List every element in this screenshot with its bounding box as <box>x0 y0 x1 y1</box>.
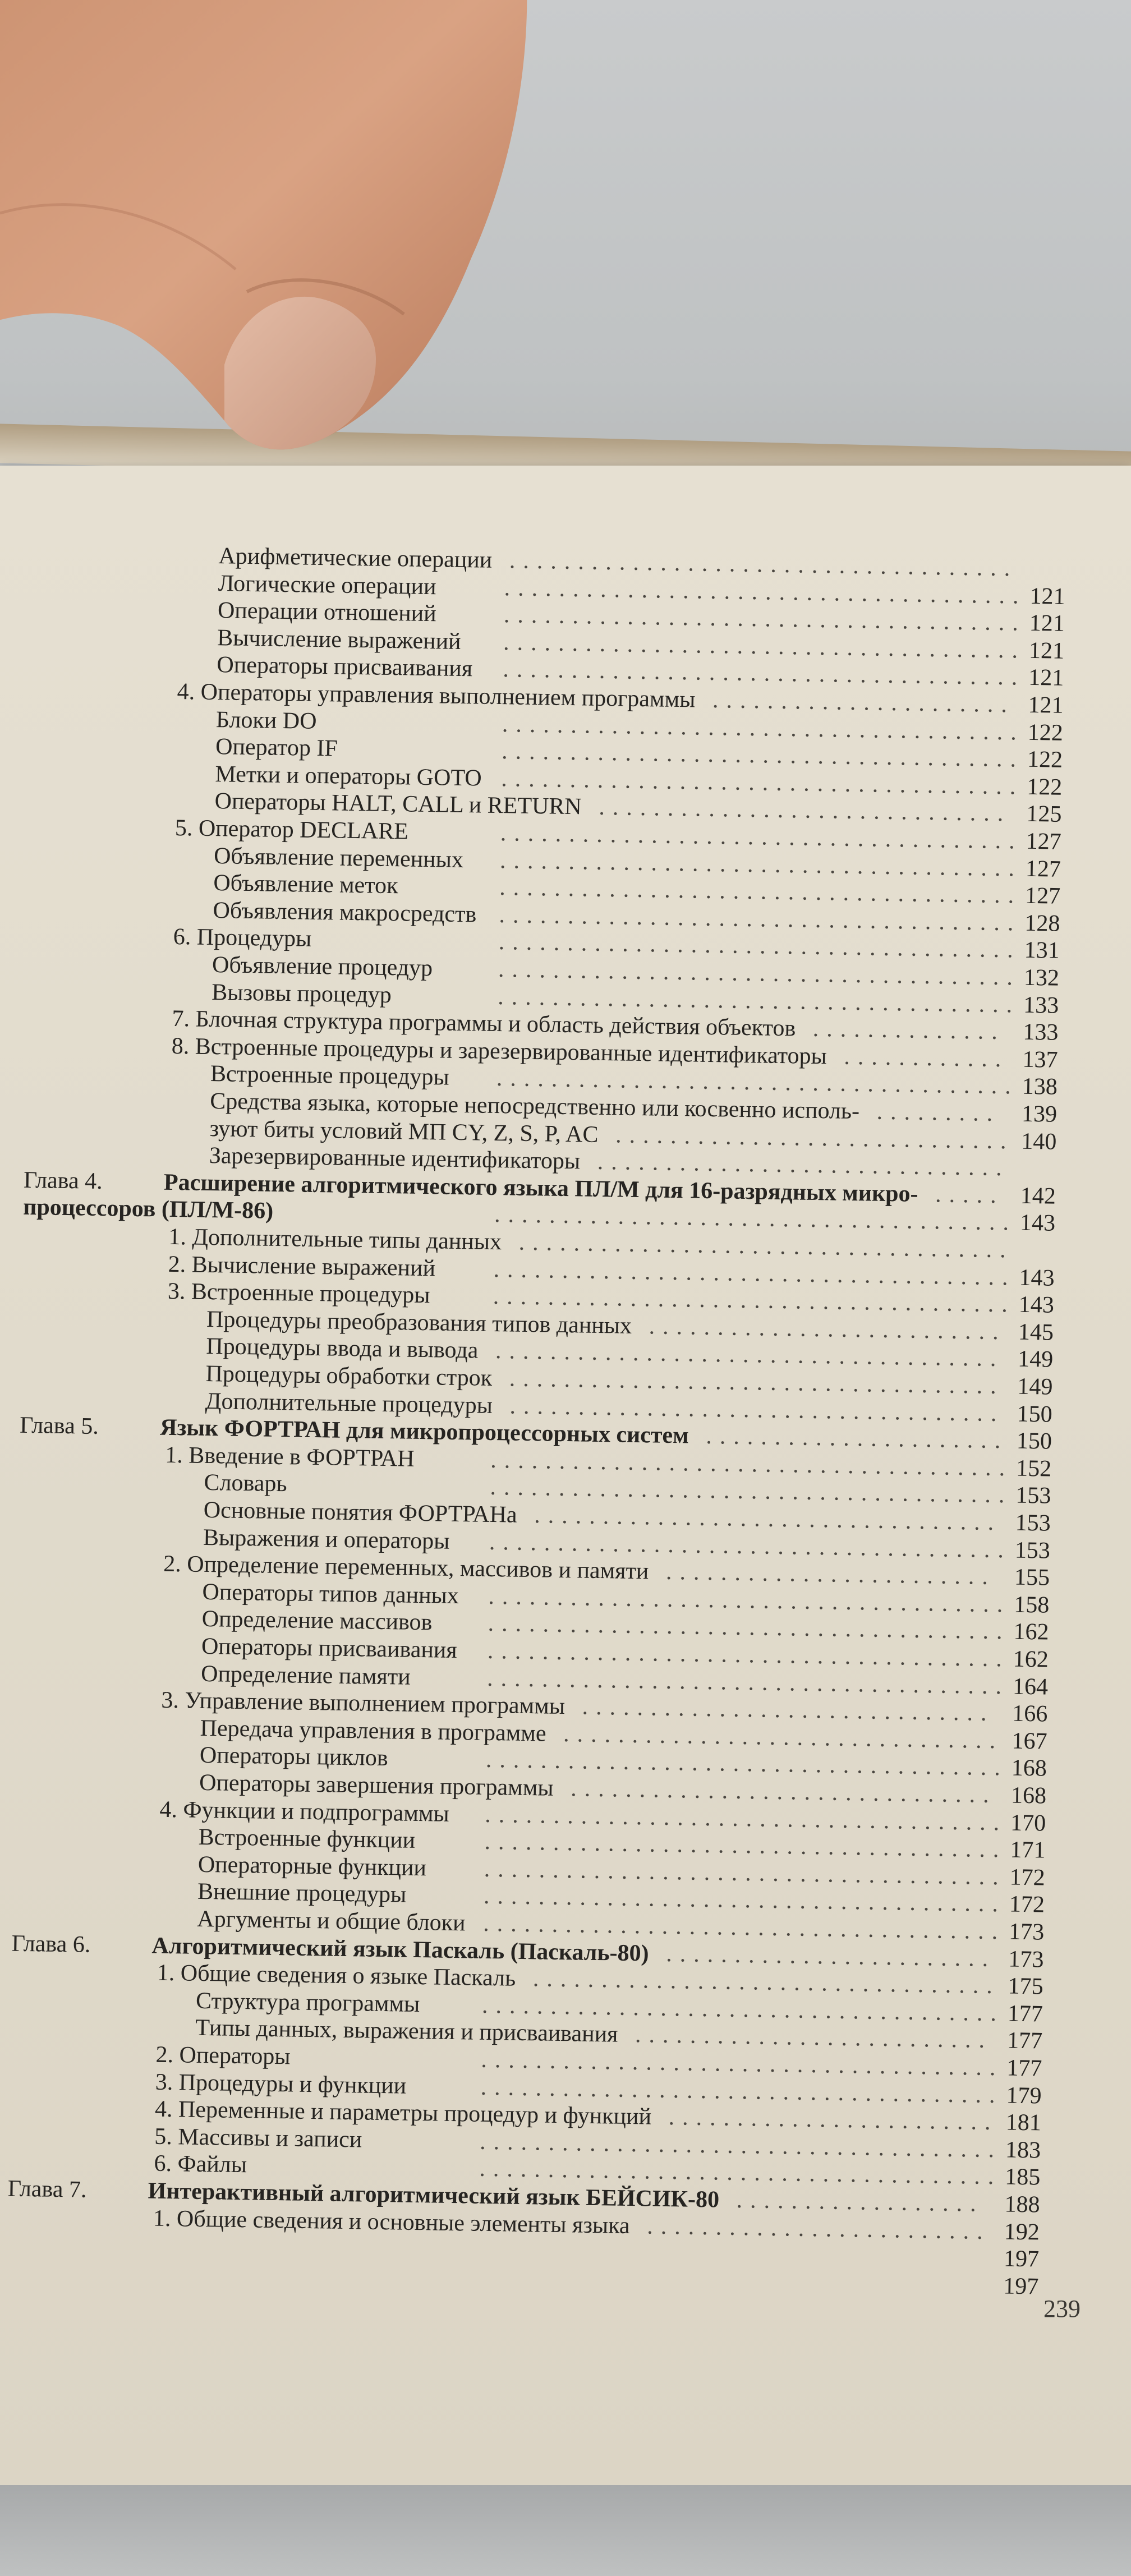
toc-leader-dots: ..................................... <box>509 548 1018 582</box>
book-page <box>0 466 1131 2485</box>
toc-entry-title: Объявление процедур <box>212 952 433 982</box>
toc-leader-dots: ...................................... <box>503 656 1026 691</box>
toc-page-number: 197 <box>1003 2246 1040 2273</box>
toc-page-number: 172 <box>1009 1864 1046 1891</box>
toc-chapter-prefix: Глава 4. <box>23 1167 103 1194</box>
toc-entry-title: Операторы завершения программы <box>199 1769 554 1801</box>
toc-entry-title: 4. Переменные и параметры процедур и функций <box>154 2096 652 2130</box>
toc-page-number: 175 <box>1008 1973 1044 2000</box>
toc-leader-dots: ...................................... <box>483 1883 1006 1917</box>
toc-leader-dots: ...................... <box>706 1423 1009 1454</box>
toc-page-number: 121 <box>1028 665 1064 692</box>
toc-entry-title: Словарь <box>204 1470 287 1497</box>
toc-entry-title: 4. Операторы управления выполнением программы <box>177 678 696 713</box>
toc-leader-dots: .......................... <box>649 1313 1007 1345</box>
toc-entry-title: Определение памяти <box>200 1660 411 1690</box>
toc-entry-title: 8. Встроенные процедуры и зарезервированные идентификаторы <box>171 1033 827 1070</box>
toc-chapter-prefix: Глава 6. <box>11 1930 91 1958</box>
toc-entry-title: Логические операции <box>218 570 436 600</box>
toc-page-number <box>1012 1154 1056 1155</box>
toc-page-number: 143 <box>1019 1210 1056 1237</box>
toc-page-number: 127 <box>1025 855 1061 882</box>
toc-entry-title: Операторы типов данных <box>202 1579 459 1609</box>
toc-leader-dots: ...................................... <box>481 2046 1004 2081</box>
toc-page-number: 170 <box>1010 1810 1046 1837</box>
toc-page-number: 131 <box>1024 937 1060 964</box>
toc-leader-dots: ........................ <box>665 1559 996 1590</box>
toc-page-number: 133 <box>1023 992 1059 1019</box>
toc-leader-dots: ..................................... <box>495 1338 1004 1372</box>
toc-entry-title: Операции отношений <box>217 597 437 627</box>
toc-leader-dots: ......... <box>876 1098 1001 1127</box>
toc-entry-title: Зарезервированные идентификаторы <box>209 1143 581 1175</box>
toc-leader-dots: ...................................... <box>489 1529 1012 1563</box>
toc-entry-title: 1. Общие сведения о языке Паскаль <box>157 1959 516 1991</box>
toc-entry-title: Метки и операторы GOTO <box>215 761 482 792</box>
toc-page-number: 166 <box>1012 1700 1048 1727</box>
toc-page-number: 192 <box>1004 2219 1040 2246</box>
toc-entry-title: Интерактивный алгоритмический язык БЕЙСИК-80 <box>148 2178 720 2213</box>
toc-page-number: 122 <box>1026 774 1063 801</box>
toc-leader-dots: ............................. <box>615 1121 1014 1154</box>
toc-page-number: 173 <box>1008 1946 1044 1973</box>
toc-page-number: 127 <box>1024 882 1061 909</box>
toc-leader-dots: ...................................... <box>488 1611 1010 1645</box>
toc-entry-title: 3. Процедуры и функции <box>155 2069 407 2099</box>
toc-page-number: 162 <box>1013 1646 1049 1673</box>
toc-leader-dots: ...................................... <box>500 820 1023 854</box>
toc-leader-dots: .............................. <box>597 1149 1010 1181</box>
toc-chapter-prefix: Глава 7. <box>7 2175 87 2203</box>
toc-page-number: 132 <box>1023 964 1060 991</box>
toc-leader-dots: ...................................... <box>493 1256 1016 1291</box>
toc-leader-dots: ...................................... <box>479 2128 1003 2163</box>
toc-entry-title: Операторы циклов <box>199 1742 388 1772</box>
toc-entry-title: Расширение алгоритмического языка ПЛ/М для 16-разрядных микро- <box>163 1169 918 1207</box>
toc-entry-title: Встроенные процедуры <box>210 1061 449 1091</box>
toc-leader-dots: ......................... <box>646 2213 991 2244</box>
toc-entry-title: 3. Управление выполнением программы <box>161 1687 566 1720</box>
toc-entry-title: Процедуры ввода и вывода <box>206 1333 479 1364</box>
toc-entry-title: 3. Встроенные процедуры <box>167 1278 430 1309</box>
toc-leader-dots: ...................................... <box>497 983 1020 1018</box>
toc-page-number: 143 <box>1018 1291 1055 1318</box>
toc-leader-dots: ...................................... <box>499 901 1022 936</box>
toc-page-number: 149 <box>1017 1346 1054 1373</box>
toc-leader-dots: ...................................... <box>490 1447 1013 1482</box>
toc-entry-title: зуют биты условий МП CY, Z, S, P, AC <box>209 1115 599 1148</box>
toc-entry-title: 5. Массивы и записи <box>154 2123 362 2153</box>
toc-page-number: 172 <box>1009 1891 1045 1918</box>
toc-leader-dots: .................................... <box>509 1365 1005 1400</box>
toc-entry-title: Алгоритмический язык Паскаль (Паскаль-80) <box>151 1933 649 1967</box>
toc-leader-dots: ...................................... <box>484 1829 1007 1863</box>
toc-entry-title: Определение массивов <box>201 1606 433 1636</box>
toc-entry-title: Встроенные функции <box>198 1824 416 1854</box>
toc-leader-dots: ...................................... <box>503 629 1026 664</box>
toc-page-number: 150 <box>1016 1428 1052 1455</box>
toc-page-number: 121 <box>1028 637 1065 664</box>
toc-leader-dots: ...................................... <box>487 1637 1010 1672</box>
toc-page-number: 137 <box>1022 1046 1058 1073</box>
toc-leader-dots: ...................................... <box>501 765 1024 800</box>
toc-page-number: 188 <box>1004 2191 1040 2218</box>
toc-entry-title: 2. Операторы <box>155 2041 291 2070</box>
toc-leader-dots: ...................................... <box>482 1910 1006 1945</box>
toc-leader-dots: ............ <box>844 1043 1009 1073</box>
table-of-contents <box>0 539 1131 2463</box>
toc-leader-dots: .............................. <box>599 794 1012 827</box>
toc-entry-title: 1. Введение в ФОРТРАН <box>165 1442 415 1472</box>
toc-entry-title: Аргументы и общие блоки <box>197 1906 466 1936</box>
toc-entry-title: Объявление переменных <box>213 843 464 873</box>
toc-entry-title: Передача управления в программе <box>200 1715 546 1747</box>
toc-entry-title: Операторы присваивания <box>217 652 473 682</box>
toc-entry-title: Основные понятия ФОРТРАНа <box>203 1497 518 1528</box>
toc-page-number: 139 <box>1021 1101 1058 1128</box>
toc-leader-dots: ...................................... <box>498 956 1021 991</box>
background-bottom <box>0 2485 1131 2576</box>
toc-page-number: 153 <box>1015 1510 1051 1537</box>
toc-leader-dots: ........................ <box>668 2104 999 2136</box>
toc-leader-dots: .................................... <box>518 1229 1014 1263</box>
toc-leader-dots: .......................... <box>635 2022 993 2054</box>
toc-page-number: 181 <box>1005 2109 1042 2136</box>
toc-entry-title: 6. Файлы <box>154 2151 247 2178</box>
toc-leader-dots: ..... <box>935 1181 1005 1209</box>
toc-leader-dots: ...................................... <box>485 1747 1009 1781</box>
toc-leader-dots: ...................................... <box>484 1856 1007 1890</box>
toc-page-number: 140 <box>1020 1128 1057 1155</box>
toc-entry-title: Дополнительные процедуры <box>205 1388 493 1419</box>
toc-leader-dots: ...................................... <box>499 847 1023 882</box>
toc-leader-dots: ...................................... <box>496 1065 1019 1100</box>
toc-page-number: 142 <box>1020 1183 1056 1209</box>
toc-page-number: 153 <box>1015 1483 1051 1510</box>
toc-leader-dots: ...................................... <box>481 1992 1005 2027</box>
toc-page-number: 138 <box>1022 1074 1058 1101</box>
page-number: 239 <box>1043 2295 1081 2322</box>
toc-leader-dots: .................................. <box>534 1502 1002 1536</box>
toc-leader-dots: ...................................... <box>501 738 1024 772</box>
toc-entry-title: Арифметические операции <box>218 543 493 573</box>
toc-entry-title: 4. Функции и подпрограммы <box>159 1796 450 1827</box>
toc-page-number: 155 <box>1014 1564 1050 1591</box>
toc-page-number: 168 <box>1010 1782 1047 1809</box>
toc-page-number: 168 <box>1011 1755 1047 1782</box>
toc-entry-title: 1. Дополнительные типы данных <box>168 1223 502 1255</box>
toc-leader-dots: ...................................... <box>480 2074 1003 2109</box>
toc-page-number: 173 <box>1008 1919 1045 1945</box>
toc-page-number: 197 <box>1003 2273 1039 2300</box>
toc-entry-title: 1. Общие сведения и основные элементы языка <box>153 2205 631 2239</box>
toc-entry-title: Оператор IF <box>215 734 338 762</box>
toc-entry-title: Процедуры преобразования типов данных <box>206 1306 632 1339</box>
toc-entry-title: Операторы присваивания <box>201 1633 458 1664</box>
toc-page-number: 179 <box>1006 2082 1042 2109</box>
toc-leader-dots: ...................................... <box>499 875 1022 909</box>
toc-entry-title: 5. Оператор DECLARE <box>174 815 409 845</box>
toc-page-number: 177 <box>1007 2000 1043 2027</box>
toc-entry-title: Объявление меток <box>213 870 398 899</box>
toc-leader-dots: ...................... <box>712 687 1015 718</box>
toc-leader-dots: ...................................... <box>490 1474 1013 1508</box>
toc-leader-dots: .................. <box>736 2187 985 2217</box>
toc-entry-title: 2. Вычисление выражений <box>168 1251 436 1281</box>
toc-page-number: 150 <box>1017 1401 1053 1428</box>
toc-entry-title: 6. Процедуры <box>173 924 312 953</box>
toc-page-number: 122 <box>1027 719 1064 746</box>
toc-page-number: 153 <box>1014 1537 1051 1564</box>
toc-page-number: 185 <box>1004 2164 1041 2191</box>
toc-leader-dots: ...................................... <box>479 2156 1002 2190</box>
toc-leader-dots: .............................. <box>582 1694 995 1727</box>
toc-entry-title: Процедуры обработки строк <box>205 1360 493 1391</box>
toc-page-number: 171 <box>1010 1837 1046 1864</box>
toc-leader-dots: ...................................... <box>498 929 1022 964</box>
toc-entry-title: Блоки DO <box>215 706 317 734</box>
toc-page-number: 162 <box>1013 1619 1049 1645</box>
toc-page-number: 145 <box>1018 1319 1054 1346</box>
toc-leader-dots: ...................................... <box>486 1665 1010 1700</box>
toc-entry-title: Структура программы <box>195 1988 420 2017</box>
toc-leader-dots: ...................................... <box>488 1583 1011 1618</box>
toc-page-number: 149 <box>1017 1373 1053 1400</box>
toc-page-number: 158 <box>1014 1591 1050 1618</box>
toc-entry-title: Вызовы процедур <box>211 979 392 1008</box>
toc-page-number: 133 <box>1023 1019 1059 1046</box>
toc-leader-dots: ...................................... <box>503 602 1027 636</box>
toc-leader-dots: .............. <box>812 1016 1006 1045</box>
toc-entry-title: Операторные функции <box>197 1851 427 1882</box>
toc-leader-dots: ...................................... <box>502 711 1025 746</box>
toc-entry-title: Язык ФОРТРАН для микропроцессорных систем <box>159 1414 689 1449</box>
toc-page-number: 143 <box>1019 1264 1055 1291</box>
toc-entry-title: Вычисление выражений <box>217 624 461 655</box>
toc-leader-dots: ...................................... <box>494 1202 1017 1236</box>
toc-chapter-prefix: Глава 5. <box>19 1412 99 1440</box>
toc-page-number: 121 <box>1028 692 1064 719</box>
toc-leader-dots: .................................. <box>532 1966 1001 1999</box>
toc-leader-dots: ............................... <box>570 1775 997 1809</box>
toc-page-number: 177 <box>1006 2027 1043 2054</box>
toc-entry-title: Средства языка, которые непосредственно или косвенно исполь- <box>209 1088 860 1125</box>
toc-page-number: 121 <box>1029 610 1065 637</box>
toc-leader-dots: ................................ <box>563 1721 1004 1754</box>
toc-entry-title: Операторы HALT, CALL и RETURN <box>214 788 582 820</box>
toc-leader-dots: ........................ <box>665 1940 996 1972</box>
toc-page-number: 122 <box>1027 746 1063 773</box>
toc-entry-title: процессоров (ПЛ/М-86) <box>22 1194 274 1225</box>
toc-entry-title: Объявления макросредств <box>213 897 477 928</box>
toc-entry-title: Внешние процедуры <box>197 1879 407 1908</box>
toc-page-number: 177 <box>1006 2055 1042 2082</box>
toc-leader-dots: .................................... <box>509 1393 1005 1427</box>
toc-page-number: 152 <box>1015 1455 1052 1482</box>
toc-entry-title: Типы данных, выражения и присваивания <box>195 2015 618 2048</box>
toc-page-number: 183 <box>1005 2137 1041 2164</box>
toc-leader-dots: ...................................... <box>493 1284 1016 1318</box>
toc-page-number: 167 <box>1012 1728 1047 1755</box>
toc-page-number: 121 <box>1029 583 1065 610</box>
toc-leader-dots: ...................................... <box>485 1801 1008 1836</box>
toc-page-number: 127 <box>1026 828 1062 855</box>
toc-page-number: 125 <box>1026 801 1062 828</box>
toc-page-number: 128 <box>1024 910 1060 937</box>
toc-entry-title: Выражения и операторы <box>203 1524 450 1554</box>
toc-entry-title: 7. Блочная структура программы и область действия объектов <box>172 1006 796 1042</box>
toc-page-number: 164 <box>1012 1673 1049 1700</box>
toc-entry-title: 2. Определение переменных, массивов и памяти <box>163 1551 649 1585</box>
toc-leader-dots: ...................................... <box>504 574 1027 609</box>
